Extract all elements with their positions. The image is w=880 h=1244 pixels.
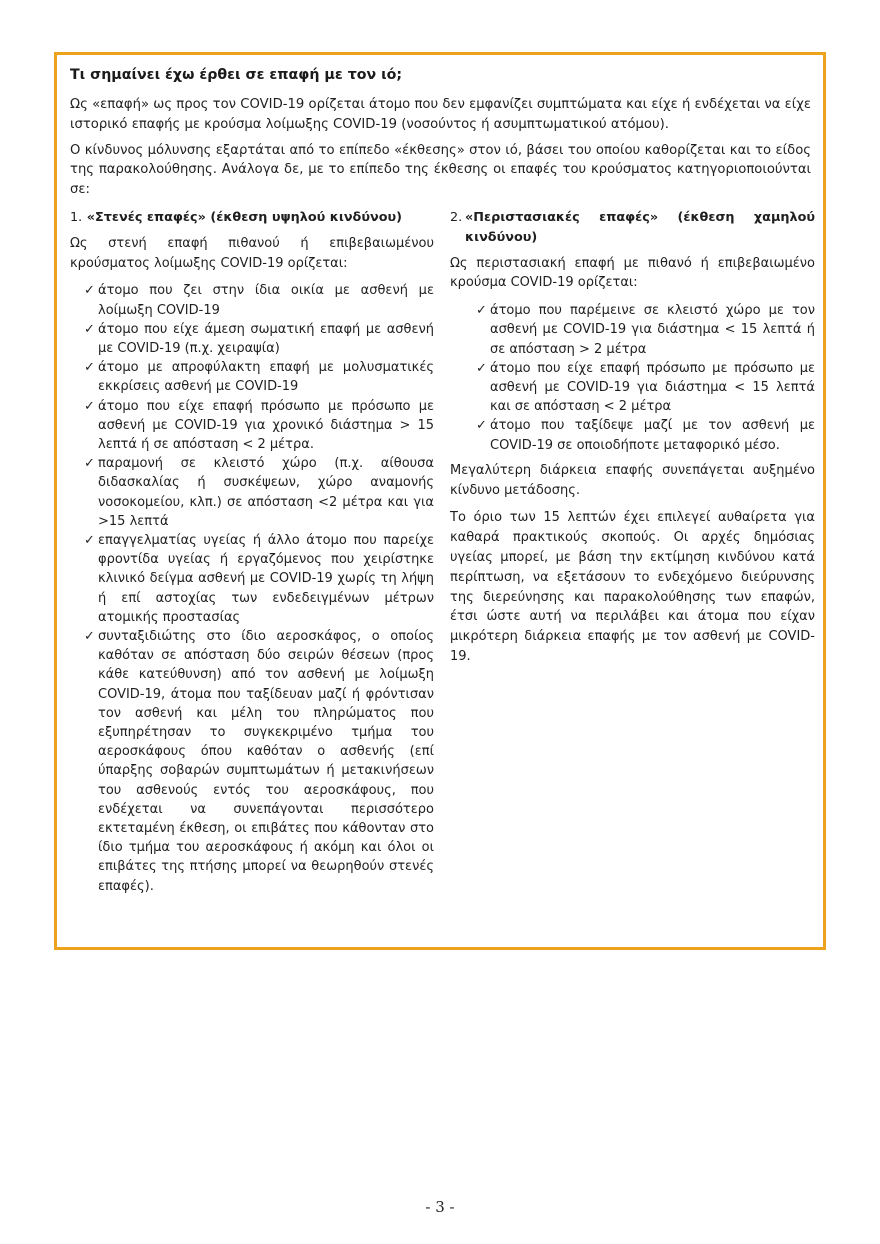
casual-contacts-note-2: Το όριο των 15 λεπτών έχει επιλεγεί αυθαίρετα για καθαρά πρακτικούς σκοπούς. Οι αρχές δημόσιας υγείας μπορεί, με βάση την εκτίμηση κινδύνου κατά περίπτωση, να εξετάσουν το ενδεχόμενο διεύρυνσης της διερεύνησης και παρακολούθησης των επαφών, έτσι ώστε αυτή να περιλάβει και άτομα που είχαν μικρότερη διάρκεια επαφής με τον ασθενή με COVID-19. — [450, 510, 815, 664]
list-item: ✓ άτομο που είχε επαφή πρόσωπο με πρόσωπο με ασθενή με COVID-19 για διάστημα < 15 λεπτά και σε απόσταση < 2 μέτρα — [476, 360, 815, 415]
list-item: ✓ άτομο με απροφύλακτη επαφή με μολυσματικές εκκρίσεις ασθενή με COVID-19 — [84, 360, 434, 395]
close-contacts-heading — [70, 208, 434, 228]
close-contacts-heading-text: «Στενές επαφές» (έκθεση υψηλού κινδύνου) — [86, 210, 402, 225]
casual-contacts-number: 2. — [450, 210, 463, 225]
casual-contacts-column — [450, 208, 815, 675]
check-icon: ✓ — [84, 283, 95, 299]
intro-section — [70, 95, 811, 200]
check-icon: ✓ — [476, 303, 487, 319]
casual-contacts-heading-text: «Περιστασιακές επαφές» (έκθεση χαμηλού κινδύνου) — [465, 210, 815, 245]
list-item: ✓ άτομο που παρέμεινε σε κλειστό χώρο με τον ασθενή με COVID-19 για διάστημα < 15 λεπτά ή σε απόσταση > 2 μέτρα — [476, 303, 815, 357]
check-icon: ✓ — [476, 418, 487, 434]
page-number: - 3 - — [425, 1198, 455, 1216]
check-icon: ✓ — [84, 398, 95, 414]
check-icon: ✓ — [476, 360, 487, 376]
check-icon: ✓ — [84, 360, 95, 376]
close-contacts-number: 1. — [70, 210, 83, 225]
list-item: ✓ επαγγελματίας υγείας ή άλλο άτομο που παρείχε φροντίδα υγείας ή εργαζόμενος που χειρίστηκε κλινικό δείγμα ασθενή με COVID-19 χωρίς τη λήψη ή επί αστοχίας των ενδεδειγμένων μέτρων ατομικής προστασίας — [84, 533, 434, 625]
box-title: Τι σημαίνει έχω έρθει σε επαφή με τον ιό; — [70, 67, 403, 83]
intro-paragraph-2: Ο κίνδυνος μόλυνσης εξαρτάται από το επίπεδο «έκθεσης» στον ιό, βάσει του οποίου καθορίζεται και το είδος της παρακολούθησης. Ανάλογα δε, με το επίπεδο της έκθεσης οι επαφές του κρούσματος κατηγοριοποιούνται σε: — [70, 142, 811, 198]
casual-contacts-intro: Ως περιστασιακή επαφή με πιθανό ή επιβεβαιωμένο κρούσμα COVID-19 ορίζεται: — [450, 255, 815, 291]
casual-contacts-heading — [450, 208, 815, 248]
list-item: ✓ άτομο που είχε άμεση σωματική επαφή με ασθενή με COVID-19 (π.χ. χειραψία) — [84, 321, 434, 356]
list-item: ✓ παραμονή σε κλειστό χώρο (π.χ. αίθουσα διδασκαλίας ή συσκέψεων, χώρο αναμονής νοσοκομείου, κλπ.) σε απόσταση <2 μέτρα και για >15 λεπτά — [84, 456, 434, 529]
list-item: ✓ συνταξιδιώτης στο ίδιο αεροσκάφος, ο οποίος καθόταν σε απόσταση δύο σειρών θέσεων (προς κάθε κατεύθυνση) από τον ασθενή με λοίμωξη COVID-19, άτομα που ταξίδευαν μαζί ή φρόντισαν τον ασθενή και μέλη του πληρώματος που εξυπηρέτησαν το συγκεκριμένο τμήμα του αεροσκάφους όπου καθόταν ο ασθενής (επί ύπαρξης σοβαρών συμπτωμάτων ή μετακινήσεων του ασθενούς εντός του αεροσκάφους, που ενδέχεται να συνεπάγονται περισσότερο εκτεταμένη έκθεση, οι επιβάτες που κάθονταν στο ίδιο τμήμα του αεροσκάφους ή ακόμη και όλοι οι επιβάτες της πτήσης μπορεί να θεωρηθούν στενές επαφές). — [84, 629, 434, 894]
check-icon: ✓ — [84, 321, 95, 337]
intro-paragraph-1: Ως «επαφή» ως προς τον COVID-19 ορίζεται άτομο που δεν εμφανίζει συμπτώματα και είχε ή ενδέχεται να είχε ιστορικό επαφής με κρούσμα λοίμωξης COVID-19 (νοσούντος ή ασυμπτωματικού ατόμου). — [70, 97, 811, 132]
list-item: ✓ άτομο που ταξίδεψε μαζί με τον ασθενή με COVID-19 σε οποιοδήποτε μεταφορικό μέσο. — [476, 418, 815, 453]
close-contacts-column — [70, 208, 434, 902]
casual-contacts-note-1: Μεγαλύτερη διάρκεια επαφής συνεπάγεται αυξημένο κίνδυνο μετάδοσης. — [450, 462, 815, 498]
list-item: ✓ άτομο που ζει στην ίδια οικία με ασθενή με λοίμωξη COVID-19 — [84, 283, 434, 318]
check-icon: ✓ — [84, 456, 95, 472]
casual-contacts-list — [450, 301, 815, 455]
close-contacts-list — [70, 281, 434, 896]
close-contacts-intro: Ως στενή επαφή πιθανού ή επιβεβαιωμένου κρούσματος λοίμωξης COVID-19 ορίζεται: — [70, 235, 434, 271]
check-icon: ✓ — [84, 533, 95, 549]
check-icon: ✓ — [84, 629, 95, 645]
list-item: ✓ άτομο που είχε επαφή πρόσωπο με πρόσωπο με ασθενή με COVID-19 για χρονικό διάστημα > 15 λεπτά ή σε απόσταση < 2 μέτρα. — [84, 398, 434, 453]
info-box — [54, 52, 826, 950]
